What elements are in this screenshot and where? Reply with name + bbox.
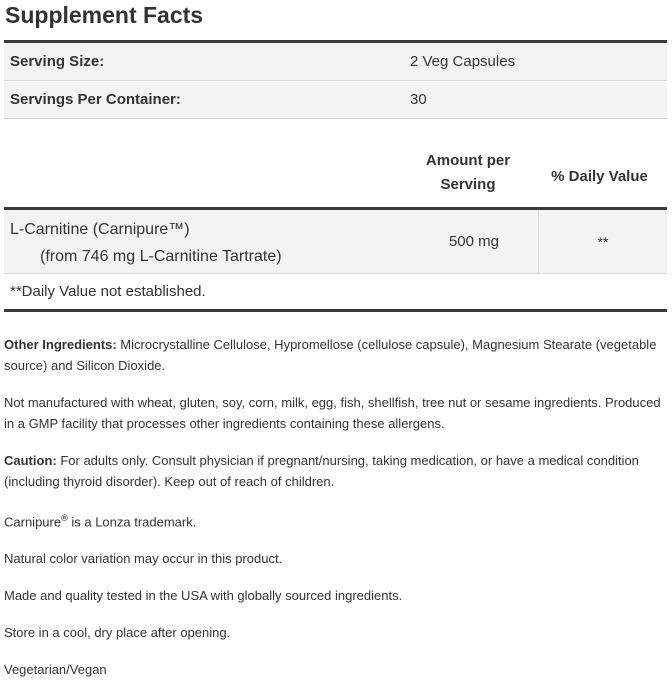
- nutrient-name: L-Carnitine (Carnipure™): [10, 221, 190, 238]
- caution-text: For adults only. Consult physician if pregnant/nursing, taking medication, or have a medical condition (including thyroid disorder). Keep out of reach of children.: [4, 453, 639, 489]
- other-ingredients-text: Microcrystalline Cellulose, Hypromellose (cellulose capsule), Magnesium Stearate (vegetable source) and Silicon Dioxide.: [4, 337, 657, 373]
- registered-mark: ®: [61, 513, 68, 523]
- product-notes: [4, 334, 668, 696]
- table-header-row: [4, 119, 667, 207]
- nutrient-source: (from 746 mg L-Carnitine Tartrate): [40, 248, 282, 265]
- nutrient-amount: 500 mg: [410, 210, 539, 273]
- table-row: [4, 210, 667, 274]
- other-ingredients: [4, 334, 668, 376]
- servings-per-container-label: Servings Per Container:: [10, 91, 181, 108]
- caution-note: [4, 450, 668, 492]
- diet-note: Vegetarian/Vegan: [4, 662, 107, 678]
- amount-per-serving-header: [404, 149, 532, 207]
- trademark-text: is a Lonza trademark.: [67, 514, 197, 530]
- trademark-brand: Carnipure: [4, 514, 62, 530]
- color-variation-note: Natural color variation may occur in this product.: [4, 551, 283, 567]
- serving-size-row: [4, 43, 667, 81]
- made-in-usa-note: Made and quality tested in the USA with globally sourced ingredients.: [4, 588, 403, 604]
- page-title: Supplement Facts: [5, 2, 204, 28]
- servings-per-container-value: 30: [410, 91, 427, 108]
- caution-label: Caution:: [4, 453, 57, 468]
- daily-value-header: % Daily Value: [551, 168, 648, 185]
- serving-size-label: Serving Size:: [10, 53, 105, 70]
- nutrient-daily-value: **: [597, 233, 609, 250]
- allergen-note: Not manufactured with wheat, gluten, soy, corn, milk, egg, fish, shellfish, tree nut or sesame ingredients. Produced in a GMP facility that processes other ingredients containing these allergens.: [4, 395, 661, 431]
- bottom-divider: [4, 309, 667, 312]
- nutrient-name-cell: [4, 210, 410, 273]
- supplement-facts-table: [4, 40, 667, 312]
- amount-header-line1: Amount per: [425, 152, 511, 169]
- serving-size-value: 2 Veg Capsules: [410, 53, 516, 70]
- other-ingredients-label: Other Ingredients:: [4, 337, 117, 352]
- amount-header-line2: Serving: [440, 176, 496, 193]
- storage-note: Store in a cool, dry place after opening.: [4, 625, 231, 641]
- trademark-note: [4, 508, 668, 532]
- servings-per-container-row: [4, 81, 667, 119]
- daily-value-footnote: **Daily Value not established.: [10, 283, 206, 300]
